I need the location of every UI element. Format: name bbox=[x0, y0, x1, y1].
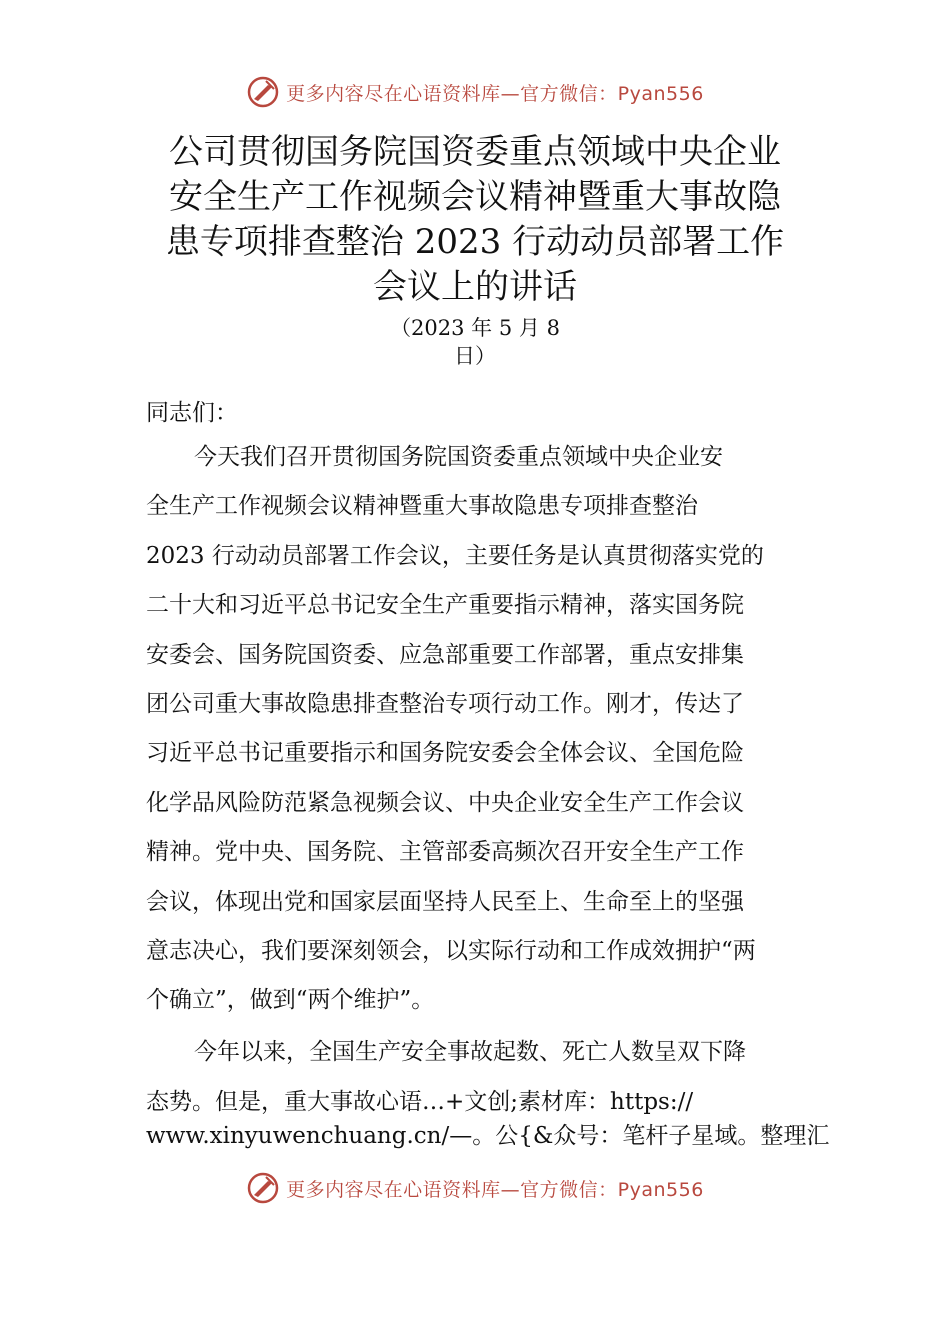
text-line: 2023 行动动员部署工作会议，主要任务是认真贯彻落实党的 bbox=[146, 542, 764, 569]
text-line: 二十大和习近平总书记安全生产重要指示精神，落实国务院 bbox=[146, 592, 744, 619]
header-banner bbox=[0, 72, 950, 112]
date-line: （2023 年 5 月 8 bbox=[390, 316, 560, 340]
banner-text: 更多内容尽在心语资料库—官方微信：Pyan556 bbox=[286, 1178, 704, 1201]
date-line: 日） bbox=[454, 344, 496, 368]
text-line: 化学品风险防范紧急视频会议、中央企业安全生产工作会议 bbox=[146, 789, 744, 816]
text-line: 精神。党中央、国务院、主管部委高频次召开安全生产工作 bbox=[146, 839, 744, 866]
title-line: 安全生产工作视频会议精神暨重大事故隐 bbox=[169, 177, 781, 217]
logo-icon bbox=[246, 1171, 280, 1205]
body-paragraph-2 bbox=[146, 1028, 830, 1153]
text-line: 团公司重大事故隐患排查整治专项行动工作。刚才，传达了 bbox=[146, 690, 744, 717]
document-date bbox=[300, 314, 650, 370]
document-title bbox=[110, 130, 840, 310]
text-line: 习近平总书记重要指示和国务院安委会全体会议、全国危险 bbox=[146, 740, 744, 767]
title-line: 患专项排查整治 2023 行动动员部署工作 bbox=[165, 222, 785, 262]
text-line: 态势。但是，重大事故心语…+文创;素材库：https:// bbox=[146, 1089, 694, 1116]
text-line: 今年以来，全国生产安全事故起数、死亡人数呈双下降 bbox=[194, 1039, 746, 1065]
text-line: 会议，体现出党和国家层面坚持人民至上、生命至上的坚强 bbox=[146, 888, 744, 915]
banner-text: 更多内容尽在心语资料库—官方微信：Pyan556 bbox=[286, 82, 704, 105]
text-line: 今天我们召开贯彻国务院国资委重点领域中央企业安 bbox=[194, 444, 723, 470]
logo-icon bbox=[246, 75, 280, 109]
title-line: 会议上的讲话 bbox=[373, 267, 577, 307]
text-line: 个确立”，做到“两个维护”。 bbox=[146, 987, 435, 1014]
text-line: 安委会、国务院国资委、应急部重要工作部署，重点安排集 bbox=[146, 641, 744, 668]
title-line: 公司贯彻国务院国资委重点领域中央企业 bbox=[169, 132, 781, 172]
body-paragraph-1 bbox=[146, 433, 826, 1026]
text-line: 全生产工作视频会议精神暨重大事故隐患专项排查整治 bbox=[146, 493, 698, 520]
text-line: www.xinyuwenchuang.cn/—。公{&众号：笔杆子星域。整理汇 bbox=[146, 1123, 830, 1150]
footer-banner bbox=[0, 1168, 950, 1208]
salutation: 同志们： bbox=[146, 400, 238, 426]
text-line: 意志决心，我们要深刻领会，以实际行动和工作成效拥护“两 bbox=[146, 937, 756, 964]
